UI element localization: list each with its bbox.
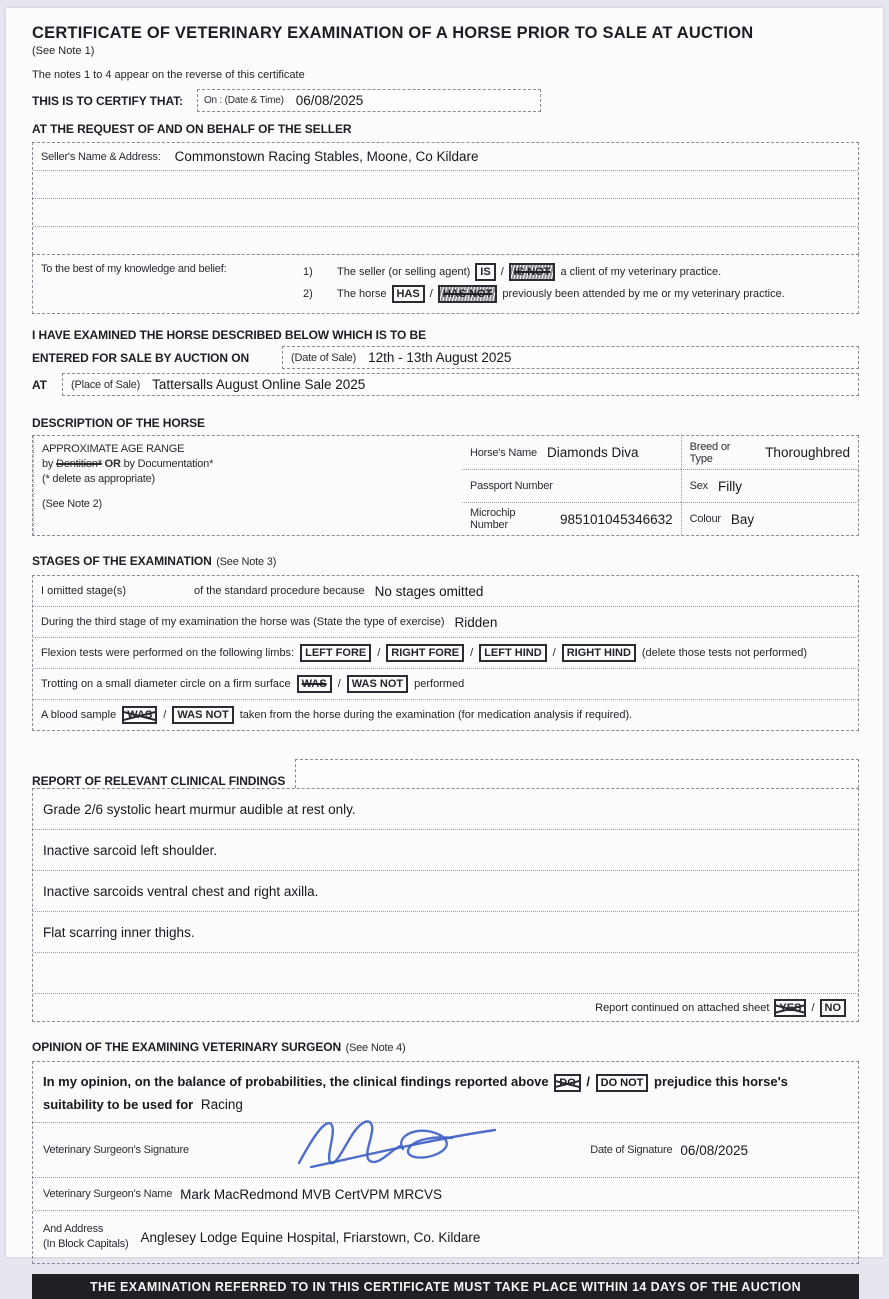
signature-date-value: 06/08/2025 (680, 1142, 748, 1158)
item-2-pre: The horse (337, 288, 387, 300)
item-2-number: 2) (303, 288, 313, 300)
date-of-sale-field (282, 346, 859, 369)
declaration-label: To the best of my knowledge and belief: (41, 263, 227, 275)
surgeon-name-label: Veterinary Surgeon's Name (43, 1188, 173, 1200)
colour-value: Bay (730, 511, 755, 527)
option-blood-was-deleted: WAS (122, 706, 157, 724)
seller-address-row-empty (33, 170, 858, 198)
place-of-sale-label: (Place of Sale) (71, 378, 141, 391)
seller-name-value: Commonstown Racing Stables, Moone, Co Kildare (174, 149, 479, 164)
findings-continued-row (33, 993, 858, 1021)
seller-address-row-empty (33, 198, 858, 226)
finding-line-empty (33, 952, 858, 993)
colour-cell (681, 502, 858, 535)
sex-label: Sex (689, 480, 708, 492)
blood-post: taken from the horse during the examination (for medication analysis if required). (239, 709, 633, 721)
finding-text: Flat scarring inner thighs. (43, 924, 195, 940)
option-right-hind: RIGHT HIND (562, 644, 636, 662)
seller-address-box (32, 142, 859, 255)
at-label: AT (32, 377, 47, 392)
examined-line: I HAVE EXAMINED THE HORSE DESCRIBED BELOW WHICH IS TO BE (32, 328, 426, 342)
place-of-sale-row (32, 373, 859, 396)
breed-value: Thoroughbred (765, 445, 850, 460)
opinion-post: prejudice this horse's suitability to be used for (43, 1074, 788, 1112)
page-title: CERTIFICATE OF VETERINARY EXAMINATION OF A HORSE PRIOR TO SALE AT AUCTION (32, 24, 754, 42)
horse-name-value: Diamonds Diva (546, 445, 639, 460)
item-2-slash: / (429, 288, 433, 300)
surgeon-address-value: Anglesey Lodge Equine Hospital, Friarstown, Co. Kildare (140, 1229, 481, 1245)
surgeon-address-row (33, 1210, 858, 1263)
opinion-heading: OPINION OF THE EXAMINING VETERINARY SURGEON (32, 1040, 342, 1054)
seller-name-label: Seller's Name & Address: (41, 150, 161, 163)
findings-heading: REPORT OF RELEVANT CLINICAL FINDINGS (32, 774, 286, 788)
microchip-value: 985101045346632 (560, 511, 673, 527)
stages-omitted-row (33, 576, 858, 606)
age-by: by (42, 458, 54, 470)
opinion-box (32, 1061, 859, 1264)
stages-heading: STAGES OF THE EXAMINATION (32, 554, 212, 568)
item-1-post: a client of my veterinary practice. (560, 266, 722, 278)
age-range-options (42, 457, 454, 472)
signature-date-label: Date of Signature (590, 1144, 673, 1156)
option-right-fore: RIGHT FORE (386, 644, 464, 662)
option-left-hind: LEFT HIND (479, 644, 546, 662)
passport-label: Passport Number (470, 480, 553, 492)
flexion-note: (delete those tests not performed) (641, 647, 807, 659)
declaration-box (32, 254, 859, 314)
opinion-slash: / (586, 1074, 590, 1089)
age-range-heading: APPROXIMATE AGE RANGE (42, 443, 185, 455)
seller-name-row (33, 143, 858, 170)
option-trotting-was-not: WAS NOT (347, 675, 408, 693)
item-2-post: previously been attended by me or my veterinary practice. (502, 288, 785, 300)
stages-trotting-row (33, 668, 858, 699)
option-has: HAS (392, 285, 425, 303)
stages-blood-row (33, 699, 858, 730)
findings-box (32, 788, 859, 1022)
breed-cell (681, 436, 858, 469)
finding-text: Inactive sarcoids ventral chest and right axilla. (43, 883, 319, 899)
option-do-deleted: DO (554, 1074, 581, 1092)
sex-value: Filly (717, 478, 742, 494)
findings-heading-blank-box (295, 759, 859, 788)
surgeon-name-value: Mark MacRedmond MVB CertVPM MRCVS (180, 1186, 442, 1202)
stages-third-stage-row (33, 606, 858, 637)
option-trotting-was-deleted: WAS (297, 675, 332, 693)
stages-heading-note: (See Note 3) (216, 556, 277, 568)
horse-description-table (32, 435, 859, 536)
age-documentation: by Documentation* (123, 458, 214, 470)
option-continued-yes-deleted: YES (774, 999, 806, 1017)
option-blood-was-not: WAS NOT (172, 706, 233, 724)
option-is: IS (475, 263, 495, 281)
item-1-slash: / (500, 266, 504, 278)
signature-row (33, 1122, 858, 1177)
opinion-heading-row (32, 1038, 859, 1056)
omitted-value: No stages omitted (374, 583, 484, 599)
title-note: (See Note 1) (32, 45, 95, 57)
use-value: Racing (200, 1097, 243, 1112)
opinion-heading-note: (See Note 4) (345, 1042, 406, 1054)
stages-box (32, 575, 859, 731)
signature-label: Veterinary Surgeon's Signature (43, 1144, 189, 1156)
declaration-items (303, 263, 850, 303)
address-label-line-2: (In Block Capitals) (43, 1238, 129, 1250)
item-1-pre: The seller (or selling agent) (337, 266, 471, 278)
finding-text: Grade 2/6 systolic heart murmur audible at rest only. (43, 801, 356, 817)
surgeon-name-row (33, 1177, 858, 1210)
option-do-not: DO NOT (596, 1074, 649, 1092)
item-1-text (337, 263, 721, 281)
blood-pre: A blood sample (41, 709, 117, 721)
age-delete-note: (* delete as appropriate) (42, 473, 156, 485)
third-stage-value: Ridden (454, 614, 498, 630)
flexion-label: Flexion tests were performed on the following limbs: (41, 647, 295, 659)
reverse-note: The notes 1 to 4 appear on the reverse of this certificate (32, 69, 305, 81)
certify-datetime-value: 06/08/2025 (295, 93, 364, 108)
trotting-pre: Trotting on a small diameter circle on a firm surface (41, 678, 291, 690)
age-or: OR (104, 458, 121, 470)
continued-slash: / (811, 1001, 815, 1014)
flexion-slash: / (552, 647, 556, 659)
age-see-note: (See Note 2) (42, 498, 102, 510)
finding-line (33, 870, 858, 911)
description-heading: DESCRIPTION OF THE HORSE (32, 416, 205, 430)
third-stage-label: During the third stage of my examination the horse was (State the type of exercise) (41, 616, 445, 628)
opinion-pre: In my opinion, on the balance of probabilities, the clinical findings reported above (43, 1074, 549, 1089)
omitted-pre: I omitted stage(s) (41, 585, 126, 597)
certificate-page (6, 8, 883, 1294)
stages-flexion-row (33, 637, 858, 668)
entered-for-sale-row (32, 346, 859, 369)
microchip-cell (462, 502, 681, 535)
item-1-number: 1) (303, 266, 313, 278)
certify-row (32, 89, 859, 112)
surgeon-address-labels (43, 1222, 128, 1252)
breed-label: Breed or Type (689, 440, 731, 465)
omitted-mid: of the standard procedure because (193, 585, 365, 597)
certify-label: THIS IS TO CERTIFY THAT: (32, 93, 183, 108)
footer-banner: THE EXAMINATION REFERRED TO IN THIS CERTIFICATE MUST TAKE PLACE WITHIN 14 DAYS OF THE AUCTION (32, 1274, 859, 1299)
place-of-sale-value: Tattersalls August Online Sale 2025 (152, 377, 366, 392)
stages-heading-row (32, 552, 859, 570)
horse-name-cell (462, 436, 681, 469)
option-is-not-deleted: IS NOT (509, 263, 556, 281)
date-of-sale-label: (Date of Sale) (291, 351, 357, 364)
signature-date (590, 1143, 848, 1158)
passport-cell (462, 469, 681, 502)
trotting-slash: / (337, 678, 341, 690)
finding-text: Inactive sarcoid left shoulder. (43, 842, 218, 858)
declaration-item-2 (303, 285, 850, 303)
horse-name-label: Horse's Name (470, 446, 537, 459)
entered-label: ENTERED FOR SALE BY AUCTION ON (32, 350, 250, 365)
handwritten-signature-image (283, 1105, 513, 1177)
finding-line (33, 789, 858, 829)
finding-line (33, 829, 858, 870)
place-of-sale-field (62, 373, 859, 396)
seller-section-heading: AT THE REQUEST OF AND ON BEHALF OF THE SELLER (32, 122, 352, 136)
certify-datetime-label: On : (Date & Time) (203, 95, 284, 106)
age-dentition-deleted: Dentition* (56, 458, 102, 470)
declaration-item-1 (303, 263, 850, 281)
seller-address-row-empty (33, 226, 858, 254)
continued-label: Report continued on attached sheet (595, 1001, 770, 1014)
microchip-label: Microchip Number (470, 507, 516, 531)
finding-line (33, 911, 858, 952)
age-range-cell (33, 436, 462, 535)
date-of-sale-value: 12th - 13th August 2025 (368, 350, 512, 365)
blood-slash: / (163, 709, 167, 721)
colour-label: Colour (689, 513, 721, 525)
sex-cell (681, 469, 858, 502)
item-2-text (337, 285, 785, 303)
flexion-slash: / (470, 647, 474, 659)
findings-heading-row (32, 759, 859, 788)
flexion-slash: / (377, 647, 381, 659)
option-has-not-deleted: HAS NOT (438, 285, 498, 303)
address-label-line-1: And Address (43, 1223, 104, 1235)
trotting-post: performed (414, 678, 465, 690)
certify-datetime-field (197, 89, 541, 112)
option-left-fore: LEFT FORE (300, 644, 371, 662)
option-continued-no: NO (820, 999, 847, 1017)
